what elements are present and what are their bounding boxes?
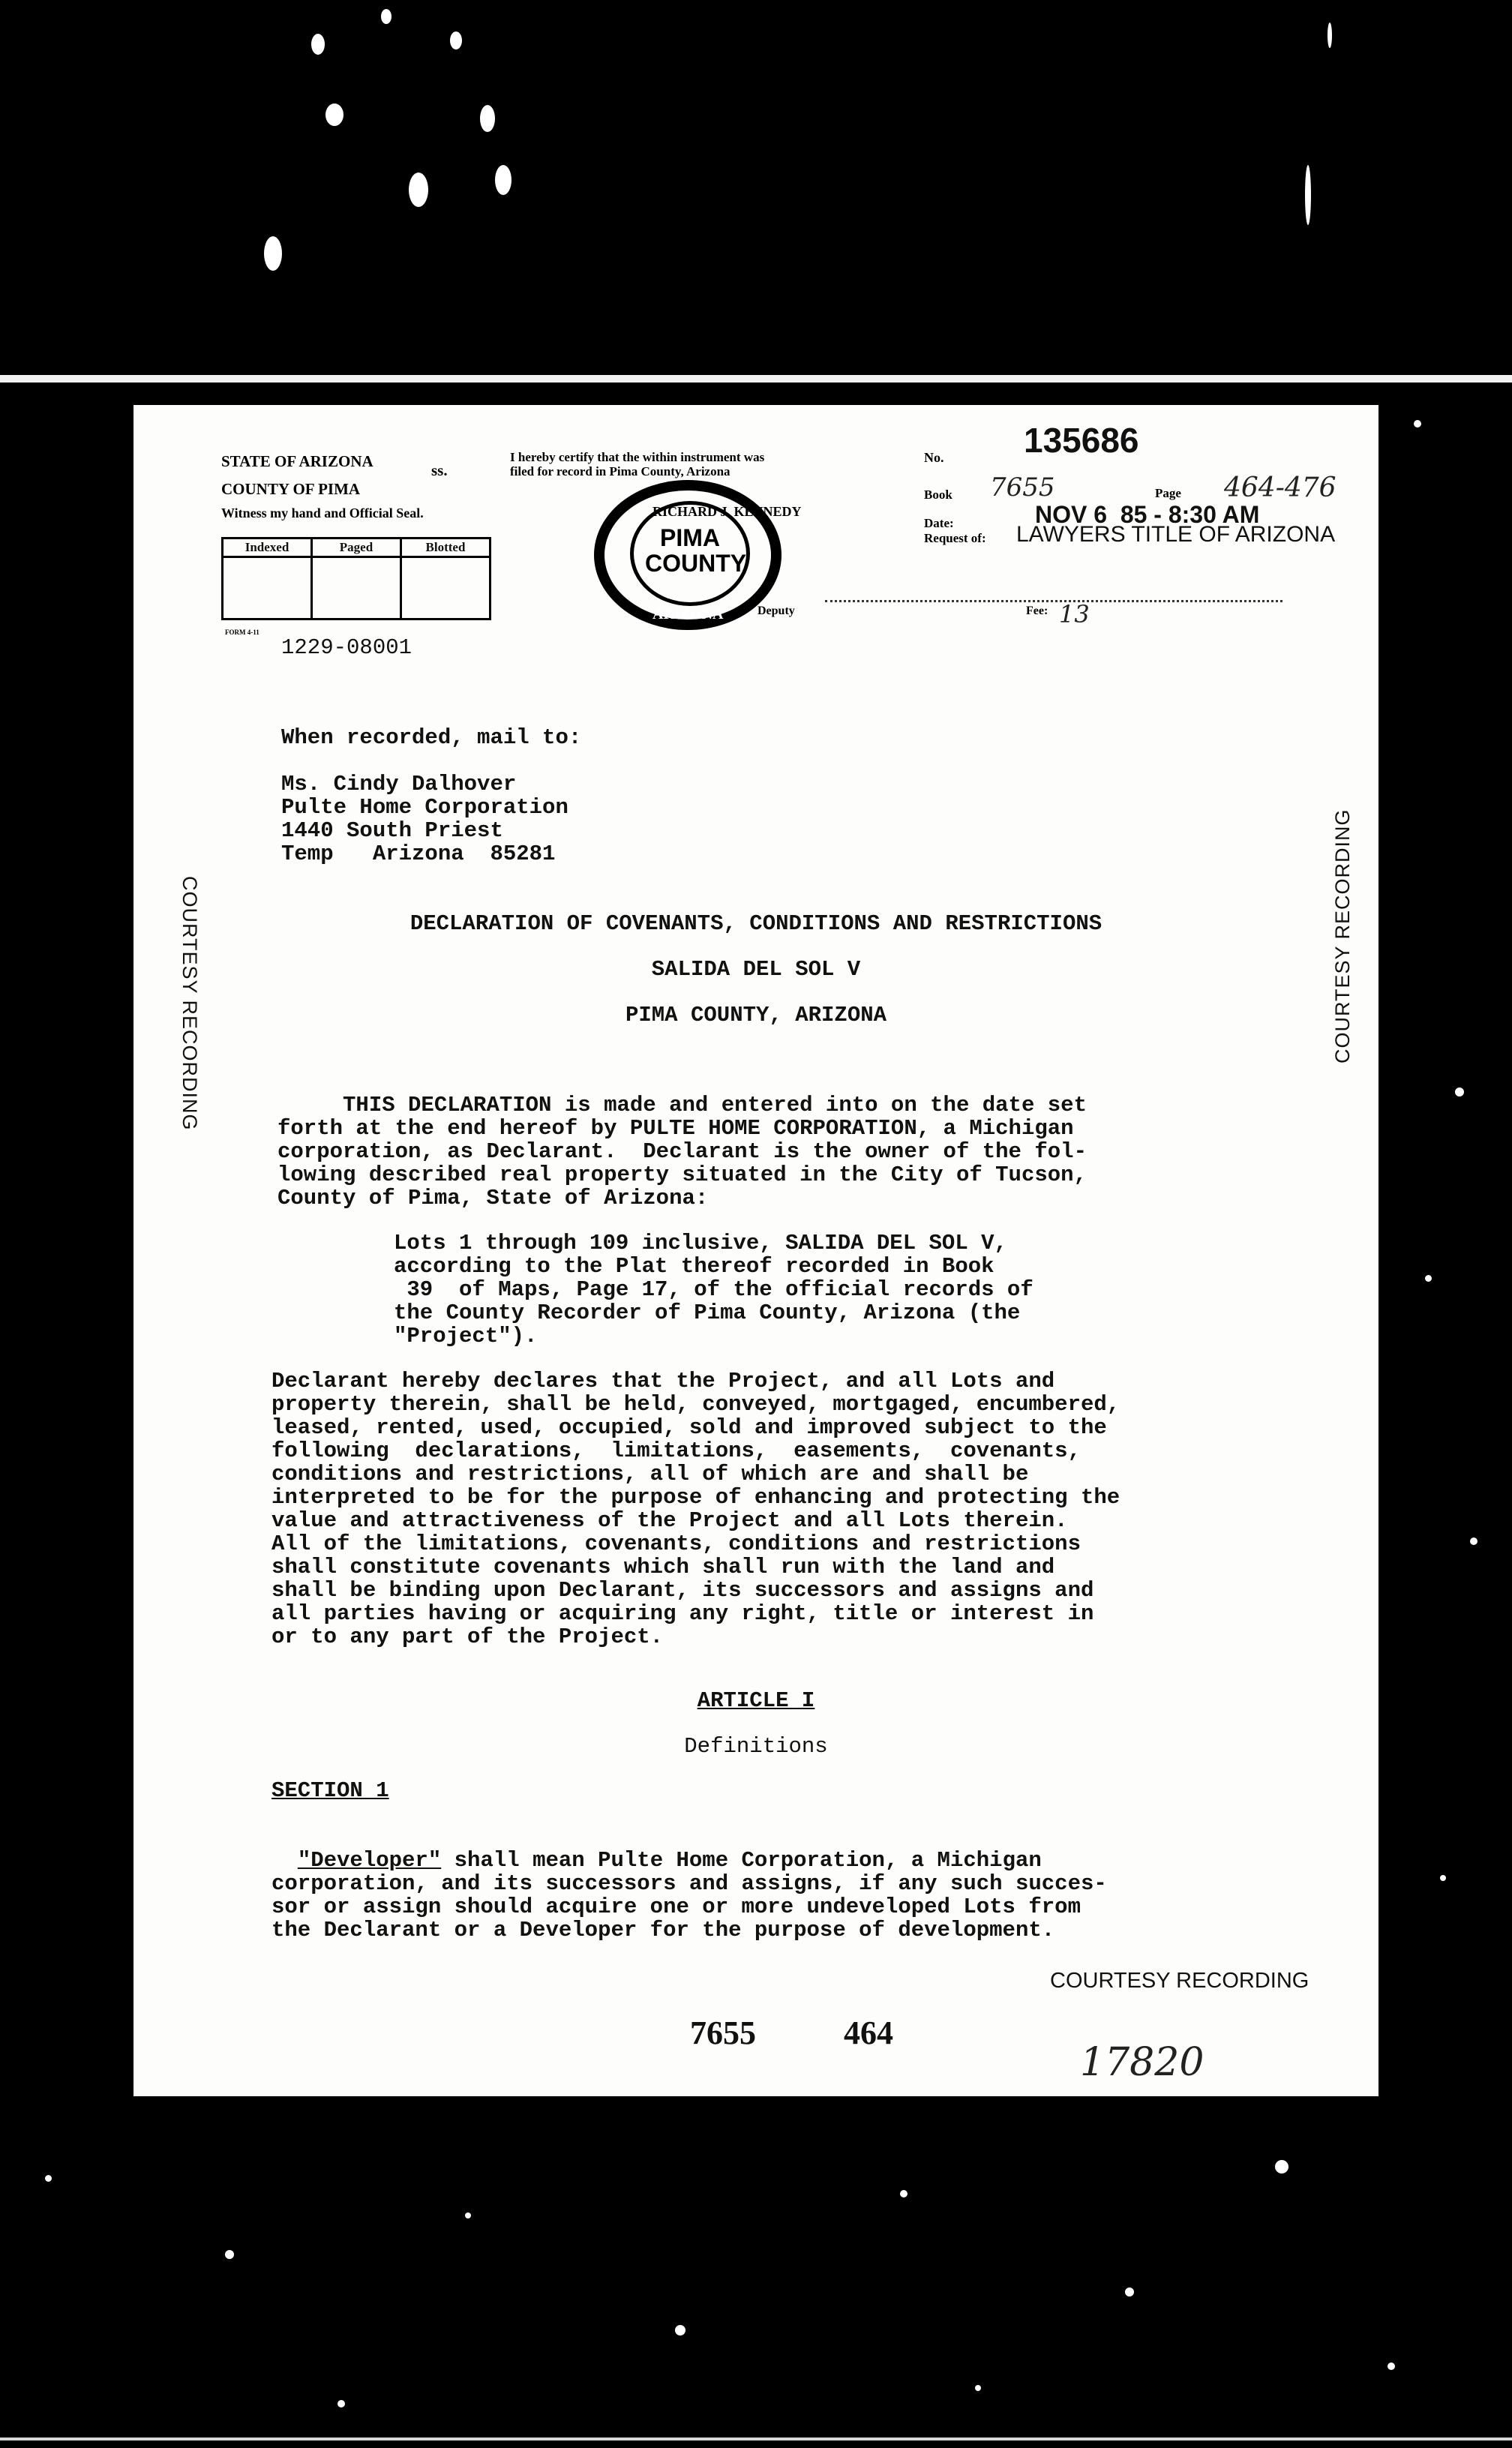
index-table [221,537,491,620]
mail-heading: When recorded, mail to: [281,725,582,750]
scan-speck [45,2175,52,2182]
footer-courtesy-recording: COURTESY RECORDING [1050,1969,1310,1993]
scan-speck [1455,1088,1464,1096]
scan-edge-line [0,2438,1512,2440]
scan-speck [1440,1875,1446,1881]
footer-book-number: 7655 [690,2014,756,2051]
scan-speck [450,32,462,50]
blotted-cell [401,557,490,620]
scan-speck [675,2325,686,2336]
record-no-label: No. [924,450,944,465]
scan-edge-line [0,375,1512,382]
scan-speck [1328,22,1332,48]
scan-speck [495,165,512,195]
witness-line: Witness my hand and Official Seal. [221,506,424,520]
scan-speck [311,34,325,55]
courtesy-recording-right: COURTESY RECORDING [1331,808,1354,1064]
recorder-name: RICHARD J. KENNEDY [652,504,802,519]
declaration-paragraph: Declarant hereby declares that the Project, and all Lots and property therein, shall be held, conveyed, mortgaged, encumbered, leased, rented, used, occupied, sold and improved subject to the following declarations, limitations, easements, covenants, conditions and restrictions, all of which are and shall be interpreted to be for the purpose of enhancing and protecting the value and attractiveness of the Project and all Lots therein. All of the limitations, covenants, conditions and restrictions shall constitute covenants which shall run with the land and shall be binding upon Declarant, its successors and assigns and all parties having or acquiring any right, title or interest in or to any part of the Project. [272,1369,1120,1649]
certify-text: I hereby certify that the within instrument was filed for record in Pima County, Arizona [510,450,765,478]
intro-paragraph: THIS DECLARATION is made and entered into on the date set forth at the end hereof by PULTE HOME CORPORATION, a Michigan corporation, as Declarant. Declarant is the owner of the fol- lowing described real property situated in the City of Tucson, County of Pima, State of Arizona: [278,1093,1087,1210]
mail-name: Ms. Cindy Dalhover [281,772,517,796]
scan-speck [1425,1275,1432,1282]
courtesy-recording-left: COURTESY RECORDING [178,876,201,1131]
page-label: Page [1155,486,1181,500]
article-heading: ARTICLE I [697,1688,815,1713]
scan-speck [465,2212,471,2218]
county-line: COUNTY OF PIMA [221,480,361,498]
indexed-cell [223,557,312,620]
deputy-label: Deputy [758,604,795,617]
paged-header: Paged [312,538,401,557]
scan-speck [381,9,392,24]
scan-speck [1470,1538,1478,1545]
date-label: Date: [924,516,954,530]
scan-speck [1388,2362,1395,2370]
scan-speck [480,105,495,132]
request-value: LAWYERS TITLE OF ARIZONA [1016,522,1336,547]
fee-value: 13 [1059,600,1090,628]
article-subheading: Definitions [684,1734,828,1759]
indexed-header: Indexed [223,538,312,557]
paged-cell [312,557,401,620]
document-code: 1229-08001 [281,635,412,660]
mail-company: Pulte Home Corporation [281,795,568,820]
document-title: DECLARATION OF COVENANTS, CONDITIONS AND RESTRICTIONS [410,911,1102,936]
county-name: PIMA COUNTY, ARIZONA [625,1003,887,1028]
section-heading: SECTION 1 [272,1778,389,1803]
date-value: NOV 6 85 - 8:30 AM [1035,501,1260,528]
scan-speck [975,2385,981,2391]
mail-city: Temp Arizona 85281 [281,842,556,866]
fee-label: Fee: [1026,604,1048,617]
seal-text: PIMA COUNTY [645,524,747,577]
scan-speck [1125,2288,1134,2296]
scan-speck [900,2190,908,2198]
developer-term: "Developer" [297,1848,442,1873]
scan-speck [338,2400,345,2408]
mail-street: 1440 South Priest [281,818,503,843]
scan-speck [1275,2160,1288,2174]
scan-speck [409,172,428,207]
legal-description: Lots 1 through 109 inclusive, SALIDA DEL SOL V, according to the Plat thereof recorded in Book 39 of Maps, Page 17, of the official records of the County Recorder of Pima County, Arizona (the "Project"). [394,1231,1034,1348]
seal-bottom-text: ARIZONA [652,606,724,622]
scan-speck [326,104,344,126]
blotted-header: Blotted [401,538,490,557]
footer-handwritten-number: 17820 [1080,2040,1204,2085]
request-label: Request of: [924,531,986,545]
form-number: FORM 4-11 [225,628,260,636]
ss-mark: ss. [431,461,448,479]
project-name: SALIDA DEL SOL V [651,957,861,982]
scan-speck [1305,165,1311,225]
developer-definition [272,1826,1107,1942]
scan-speck [225,2250,234,2259]
page-value: 464-476 [1224,472,1336,503]
fee-dotted-line [825,600,1282,602]
book-label: Book [924,488,952,502]
record-number: 135686 [1024,421,1139,460]
state-line: STATE OF ARIZONA [221,452,374,470]
scan-speck [1414,420,1421,428]
footer-page-number: 464 [844,2014,893,2051]
book-value: 7655 [990,472,1055,502]
developer-text: shall mean Pulte Home Corporation, a Michigan corporation, and its successors and assigns, if any such succes- sor or assign should acquire one or more undeveloped Lots from the Declarant or a Developer for the purpose of development. [272,1848,1107,1942]
scan-speck [264,236,282,271]
